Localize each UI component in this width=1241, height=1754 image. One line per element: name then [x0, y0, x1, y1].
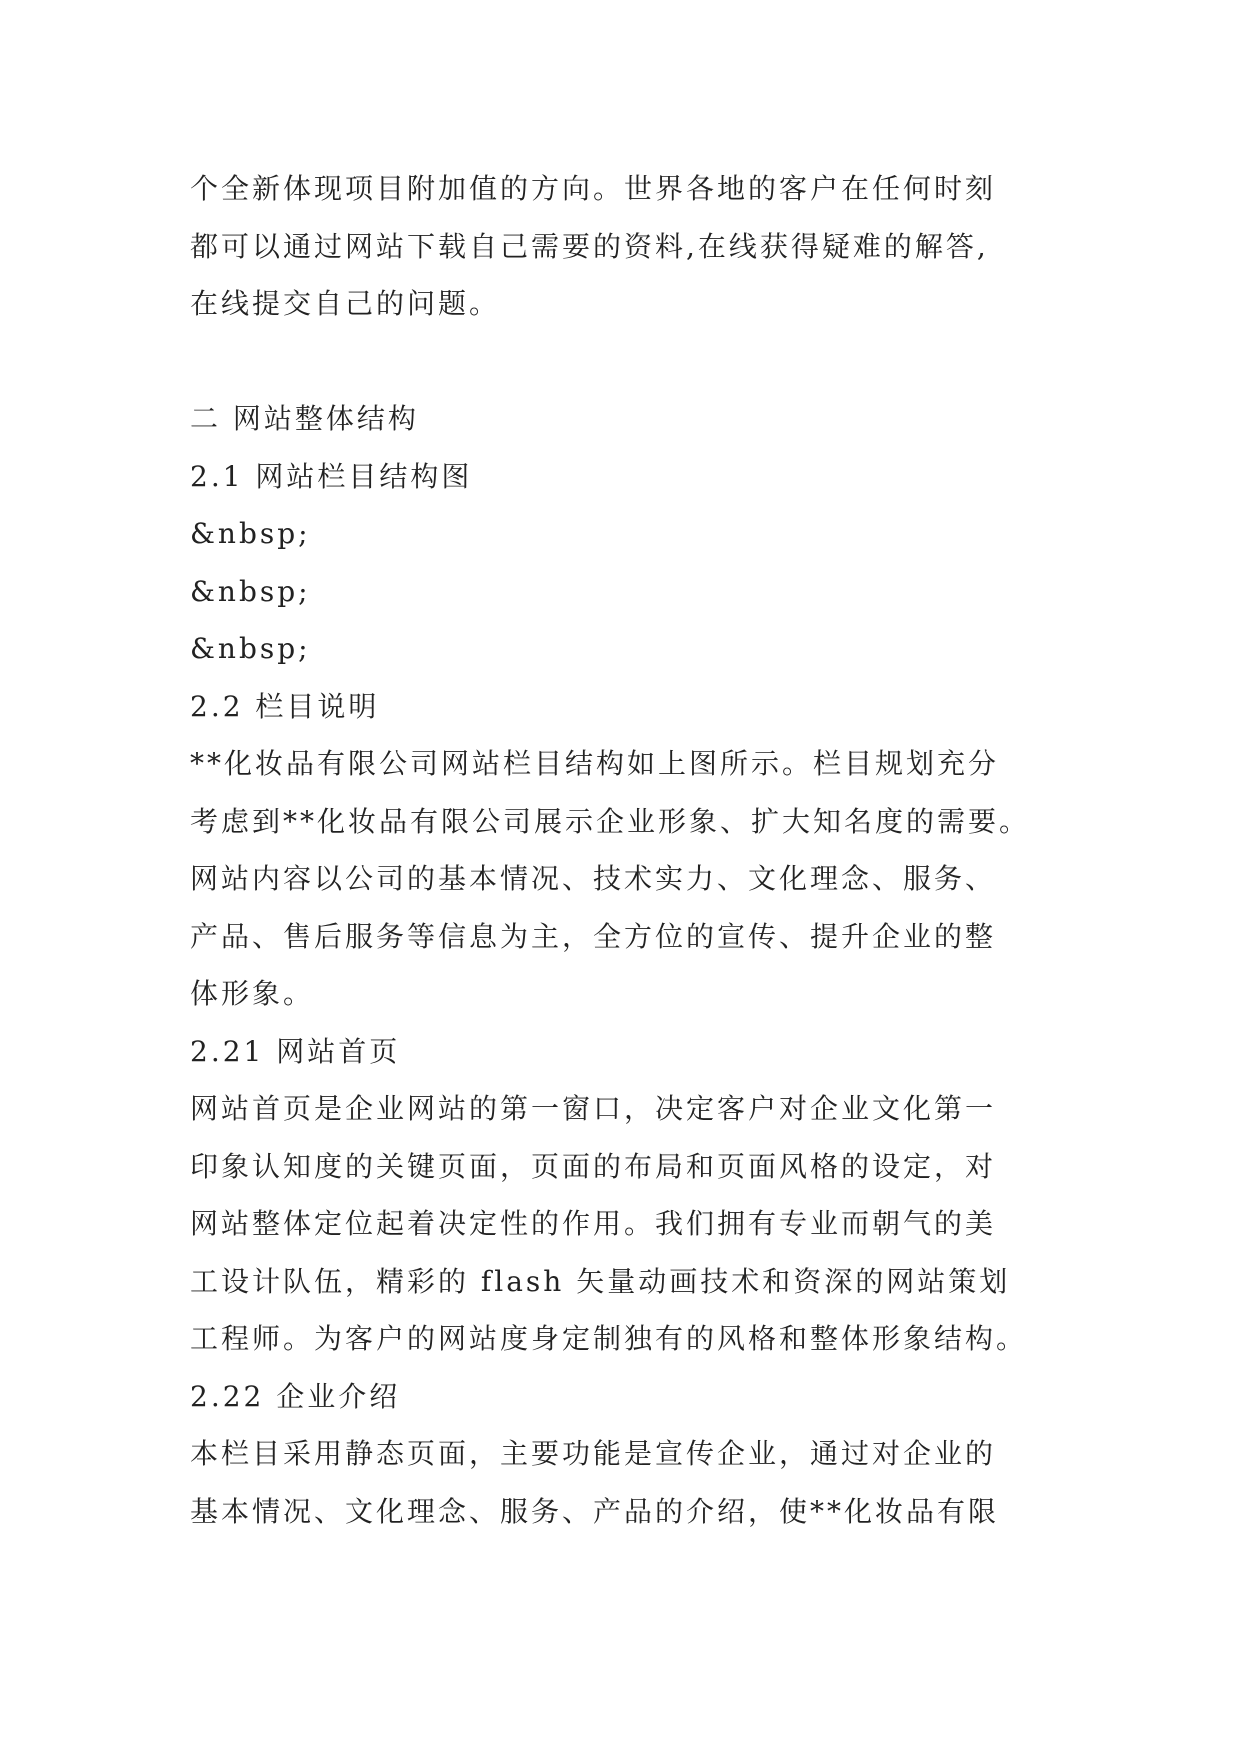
paragraph-line: 体形象。: [190, 977, 315, 1010]
subsection-heading: 2.21 网站首页: [190, 1034, 401, 1068]
paragraph-line: **化妆品有限公司网站栏目结构如上图所示。栏目规划充分: [190, 747, 1000, 780]
paragraph-line: 印象认知度的关键页面，页面的布局和页面风格的设定，对: [190, 1149, 997, 1183]
paragraph-line: 个全新体现项目附加值的方向。世界各地的客户在任何时刻: [190, 172, 997, 205]
paragraph-line: 都可以通过网站下载自己需要的资料,在线获得疑难的解答,: [190, 229, 989, 263]
paragraph-line: 本栏目采用静态页面，主要功能是宣传企业，通过对企业的: [190, 1437, 997, 1470]
paragraph-line: 基本情况、文化理念、服务、产品的介绍，使**化妆品有限: [190, 1494, 1000, 1528]
paragraph-line: 工程师。为客户的网站度身定制独有的风格和整体形象结构。: [190, 1322, 1028, 1355]
blank-line: [190, 333, 1090, 391]
nbsp-placeholder-line: &nbsp;: [190, 517, 311, 550]
paragraph-line: 网站内容以公司的基本情况、技术实力、文化理念、服务、: [190, 862, 997, 895]
paragraph-line: 网站整体定位起着决定性的作用。我们拥有专业而朝气的美: [190, 1207, 997, 1240]
paragraph-line: 考虑到**化妆品有限公司展示企业形象、扩大知名度的需要。: [190, 804, 1031, 838]
paragraph-line: 网站首页是企业网站的第一窗口，决定客户对企业文化第一: [190, 1092, 997, 1125]
subsection-heading: 2.1 网站栏目结构图: [190, 459, 473, 493]
subsection-heading: 2.2 栏目说明: [190, 689, 380, 723]
nbsp-placeholder-line: &nbsp;: [190, 574, 311, 608]
section-heading: 二 网站整体结构: [190, 402, 419, 435]
paragraph-line: 产品、售后服务等信息为主，全方位的宣传、提升企业的整: [190, 919, 997, 953]
paragraph-line: 工设计队伍，精彩的 flash 矢量动画技术和资深的网站策划: [190, 1264, 1011, 1298]
document-body: [190, 160, 1090, 1540]
paragraph-line: 在线提交自己的问题。: [190, 287, 501, 320]
subsection-heading: 2.22 企业介绍: [190, 1379, 401, 1413]
nbsp-placeholder-line: &nbsp;: [190, 632, 311, 665]
